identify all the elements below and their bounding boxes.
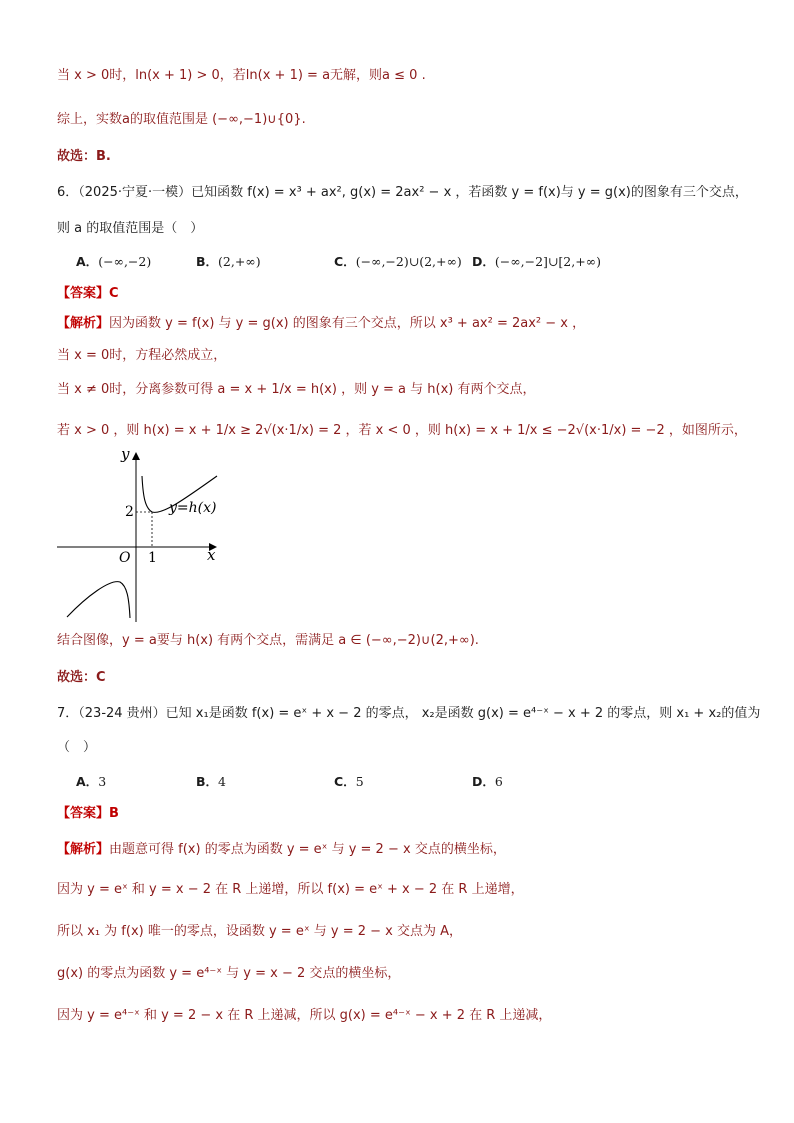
analysis-line: 因为 y = e⁴⁻ˣ 和 y = 2 − x 在 R 上递减，所以 g(x) = e⁴⁻ˣ − x + 2 在 R 上递减， [57,1008,552,1023]
analysis-tag: 【解析】 [57,842,110,857]
y-axis-label: y [121,446,130,463]
analysis-line: 【解析】因为函数 y = f(x) 与 y = g(x) 的图象有三个交点，所以 x³ + ax² = 2ax² − x ， [57,316,586,331]
origin-label: O [119,550,131,566]
options-row [76,772,556,792]
answer-tag: 【答案】 [57,806,110,821]
question-stem: 则 a 的取值范围是（ ） [57,221,204,236]
answer-line [57,284,119,304]
analysis-line: 若 x > 0 ，则 h(x) = x + 1/x ≥ 2√(x·1/x) = 2 ，若 x < 0 ，则 h(x) = x + 1/x ≤ −2√(x·1/x) = −2 ，如图所示， [57,423,747,438]
analysis-line: 因为 y = eˣ 和 y = x − 2 在 R 上递增，所以 f(x) = eˣ + x − 2 在 R 上递增， [57,882,524,897]
analysis-line: 当 x = 0时，方程必然成立， [57,348,227,363]
text-line: 当 x > 0时，ln(x + 1) > 0，若ln(x + 1) = a无解，则a ≤ 0 . [57,68,426,83]
option-a: A．3 [76,774,107,789]
curve-label: y=h(x) [169,500,217,516]
text-line: 综上，实数a的取值范围是 (−∞,−1)∪{0}. [57,112,306,127]
answer-line [57,804,119,824]
option-d: D．6 [472,774,503,789]
analysis-line: g(x) 的零点为函数 y = e⁴⁻ˣ 与 y = x − 2 交点的横坐标， [57,966,401,981]
option-b: B．(2,+∞) [196,254,261,269]
analysis-tag: 【解析】 [57,316,110,331]
analysis-line: 结合图像，y = a要与 h(x) 有两个交点，需满足 a ∈ (−∞,−2)∪(2,+∞). [57,633,479,648]
analysis-line: 所以 x₁ 为 f(x) 唯一的零点，设函数 y = eˣ 与 y = 2 − x 交点为 A， [57,924,462,939]
options-row [76,252,636,272]
option-c: C．5 [334,774,364,789]
question-stem: （ ） [57,740,97,755]
answer-value: C [109,286,119,301]
question-stem: 7．（23-24 贵州）已知 x₁是函数 f(x) = eˣ + x − 2 的零点， x₂是函数 g(x) = e⁴⁻ˣ − x + 2 的零点，则 x₁ + x₂的值为 [57,706,761,721]
y-axis-arrow [132,452,140,460]
option-a: A．(−∞,−2) [76,254,152,269]
option-b: B．4 [196,774,226,789]
option-d: D．(−∞,−2]∪[2,+∞) [472,254,601,269]
analysis-line: 当 x ≠ 0时，分离参数可得 a = x + 1/x = h(x) ，则 y = a 与 h(x) 有两个交点， [57,382,536,397]
x-axis-label: x [207,546,216,564]
answer-value: B [109,806,119,821]
analysis-line: 故选：C [57,670,106,685]
function-graph [57,446,227,622]
analysis-line: 【解析】由题意可得 f(x) 的零点为函数 y = eˣ 与 y = 2 − x 交点的横坐标， [57,842,506,857]
x-tick-label: 1 [148,550,157,566]
answer-tag: 【答案】 [57,286,110,301]
y-tick-label: 2 [125,504,134,520]
question-stem: 6．（2025·宁夏·一模）已知函数 f(x) = x³ + ax², g(x) = 2ax² − x ，若函数 y = f(x)与 y = g(x)的图象有三个交点， [57,185,748,200]
curve-left-branch [67,582,130,618]
option-c: C．(−∞,−2)∪(2,+∞) [334,254,462,269]
text-line: 故选：B. [57,149,111,164]
